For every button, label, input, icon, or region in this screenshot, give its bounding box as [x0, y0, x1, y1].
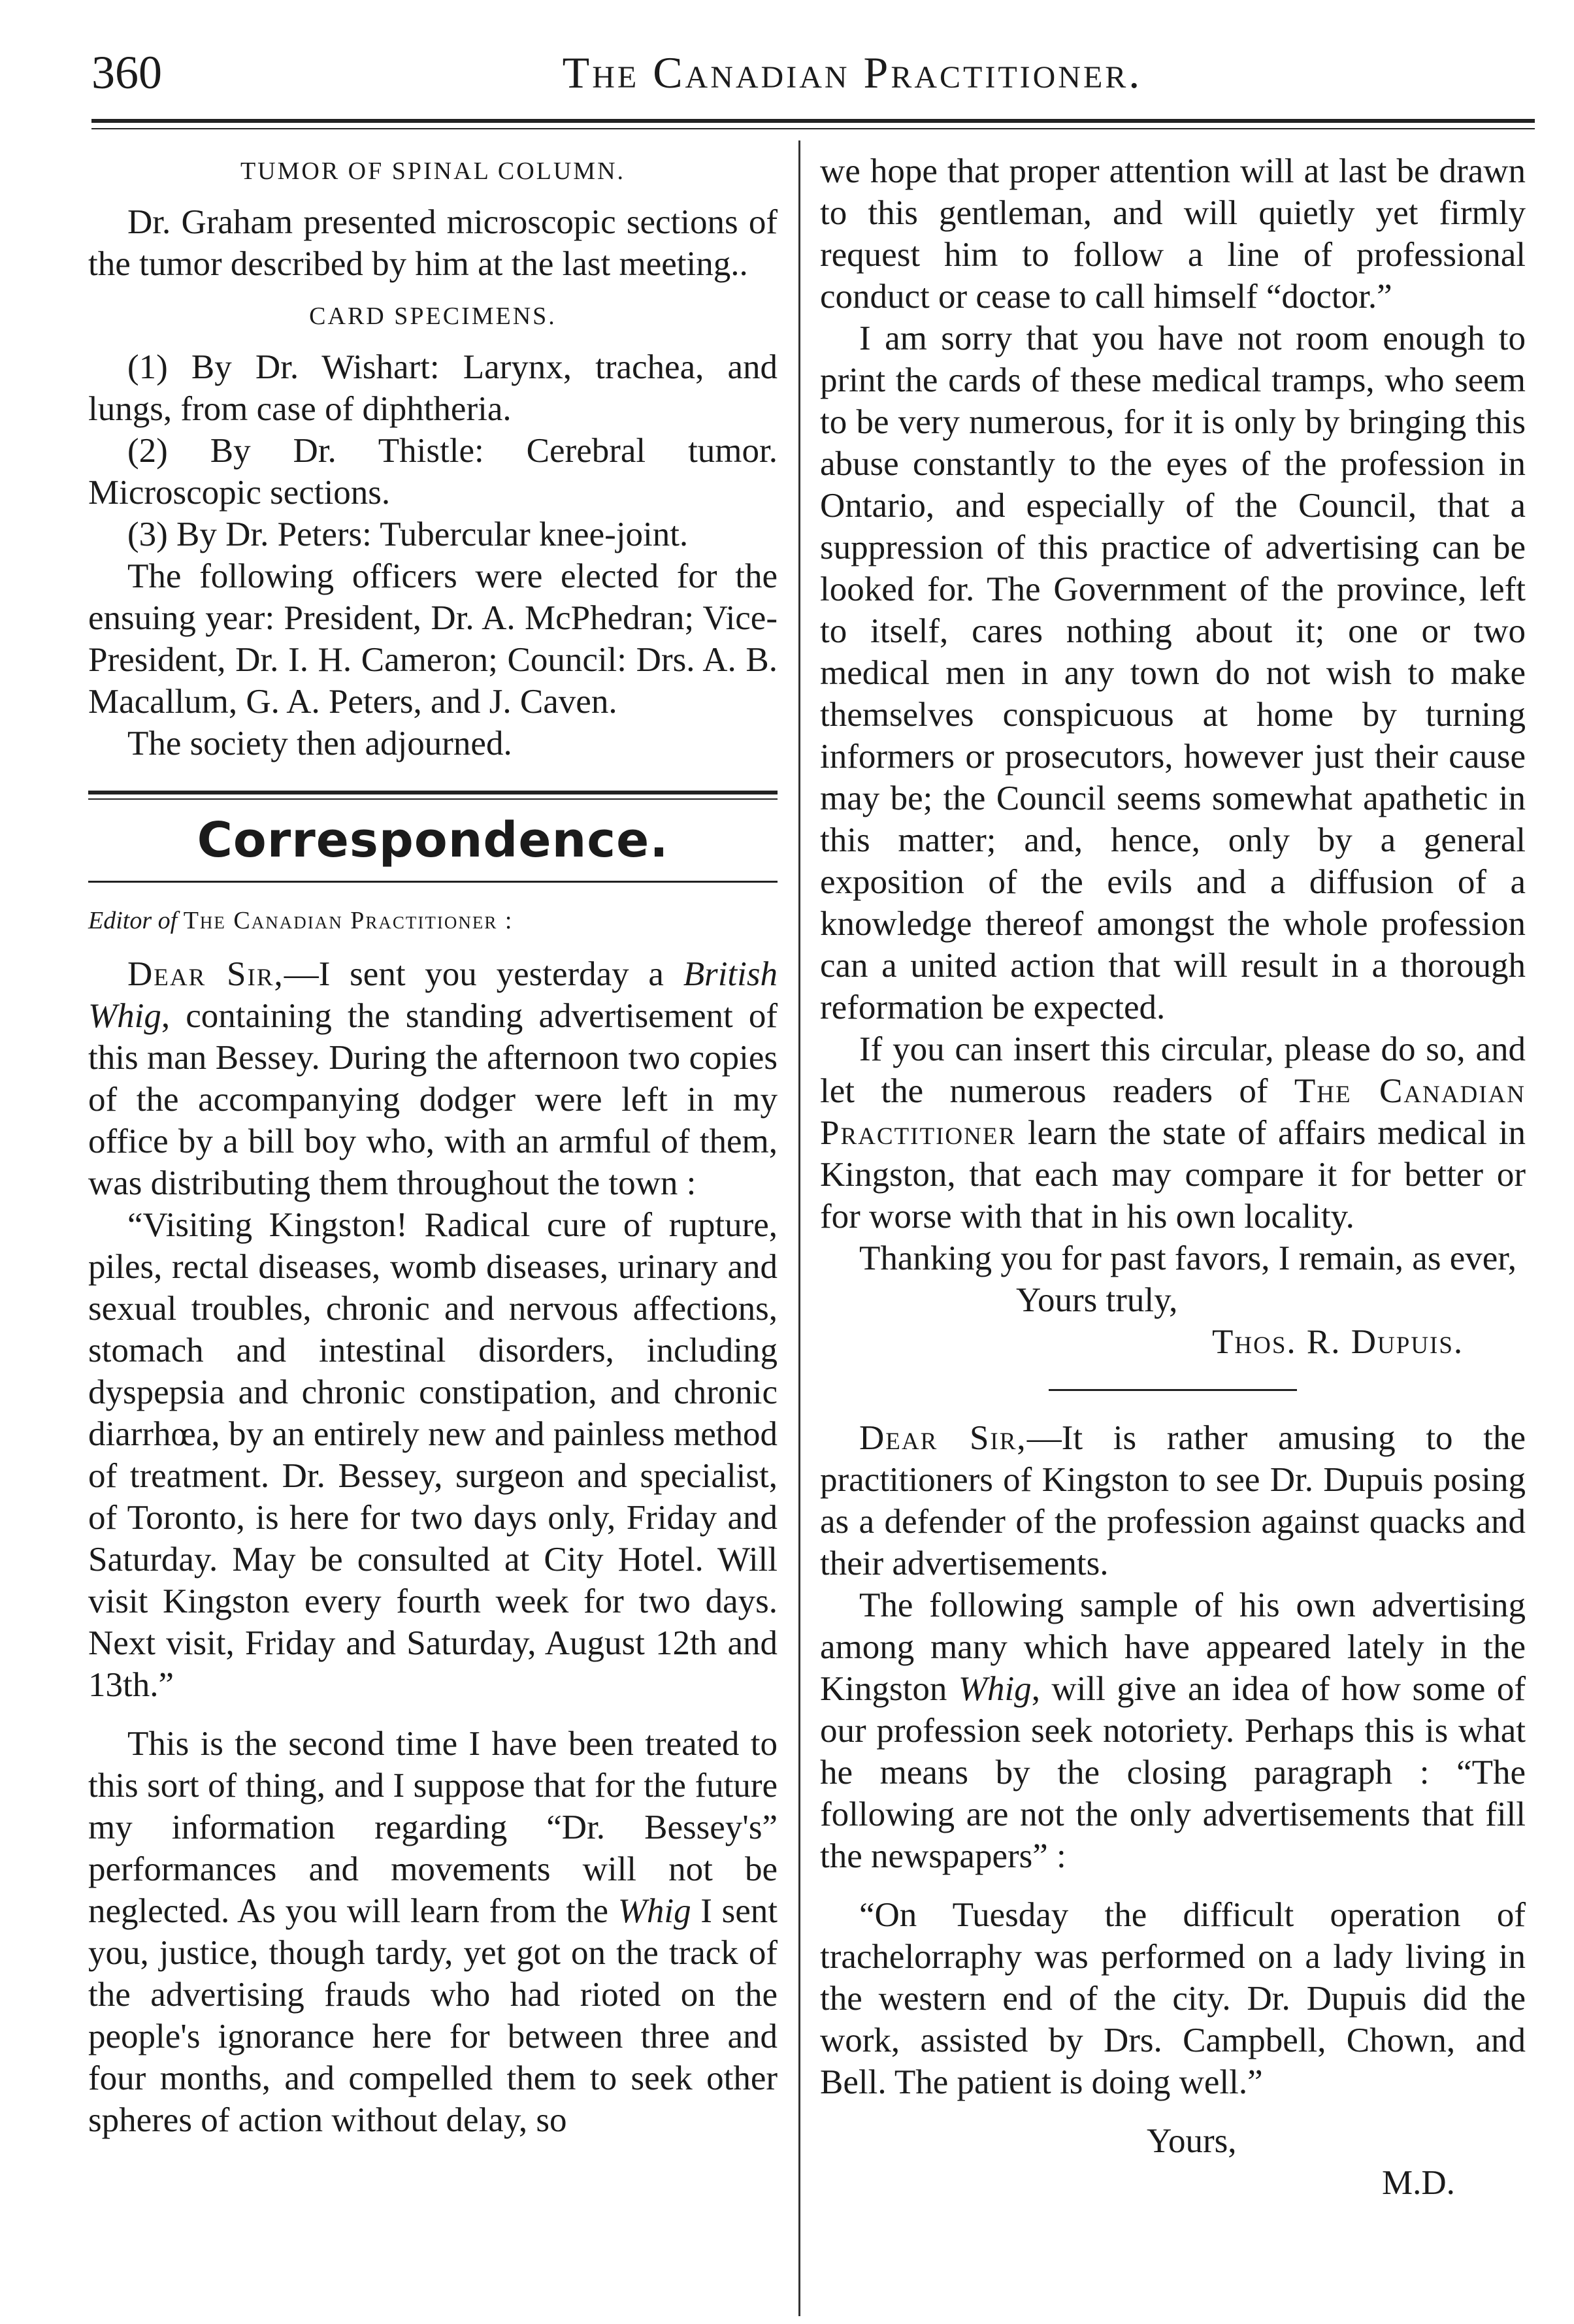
- letter-p1-text-a: —I sent you yesterday a: [284, 955, 683, 993]
- editor-line: [88, 900, 778, 941]
- sorry-paragraph: I am sorry that you have not room enough to print the cards of these medical tramps, who seem to be very numerous, for it is only by bringing this abuse constantly to the eyes of the profession in Ontario, and especially of the Council, that a suppression of this practice of advertising can be looked for. The Government of the province, left to itself, cares nothing about it; one or two medical men in any town do not wish to make themselves conspicuous at home by turning informers or prosecutors, however just their cause may be; the Council seems somewhat apathetic in this matter; and, hence, only by a general exposition of the evils and a diffusion of a knowledge thereof amongst the whole profession can a united action that will result in a thorough reformation be expected.: [820, 319, 1526, 1026]
- letter-p2-text-b: I sent you, justice, though tardy, yet got on the track of the advertising frauds who had rioted on the people's ignorance here for between three and four months, and compelled them to seek other spheres of action without delay, so: [88, 1892, 778, 2139]
- letter-paragraph-2: [88, 1723, 778, 2141]
- card-item-3: (3) By Dr. Peters: Tubercular knee-joint.: [127, 516, 689, 553]
- reply-salutation: Dear Sir,: [859, 1419, 1027, 1457]
- closing-yours-truly: Yours truly,: [1016, 1281, 1178, 1319]
- continued-paragraph: we hope that proper attention will at last be drawn to this gentleman, and will quietly yet firmly request him to follow a line of professional conduct or cease to call himself “doctor.”: [820, 152, 1526, 316]
- card-item-2: (2) By Dr. Thistle: Cerebral tumor. Microscopic sections.: [88, 432, 778, 512]
- letter-p1-text-b: , containing the standing advertisement of this man Bessey. During the afternoon two copies of the accompanying dodger were left in my office by a bill boy who, with an armful of them, was distributing them throughout the town :: [88, 997, 778, 1202]
- letter-separator-rule: [1049, 1389, 1297, 1391]
- reply-quote: “On Tuesday the difficult operation of trachelorraphy was performed on a lady living in the western end of the city. Dr. Dupuis did the work, assisted by Drs. Campbell, Chown, and Bell. The patient is doing well.”: [820, 1896, 1526, 2101]
- letter-p2-text-a: This is the second time I have been treated to this sort of thing, and I suppose that for the future my information regarding “Dr. Bessey's” performances and movements will not be neglected. As you will learn from the: [88, 1725, 778, 1930]
- insert-text-a: If you can insert this circular, please do so, and let the numerous readers of: [820, 1030, 1526, 1110]
- insert-paragraph: [820, 1028, 1526, 1237]
- quoted-dodger: “Visiting Kingston! Radical cure of rupture, piles, rectal diseases, womb diseases, urinary and sexual troubles, chronic and nervous affections, stomach and intestinal disorders, including dyspepsia and chronic constipation, and chronic diarrhœa, by an entirely new and painless method of treatment. Dr. Bessey, surgeon and specialist, of Toronto, is here for two days only, Friday and Saturday. May be consulted at City Hotel. Will visit Kingston every fourth week for two days. Next visit, Friday and Saturday, August 12th and 13th.”: [88, 1206, 778, 1704]
- heading-rule: [88, 881, 778, 883]
- correspondence-heading: Correspondence.: [197, 812, 669, 868]
- card-specimens-heading: CARD SPECIMENS.: [309, 303, 557, 330]
- reply-p2-text-b: , will give an idea of how some of our profession seek notoriety. Perhaps this is what he means by the closing paragraph : “The following are not the only advertisements that fill the newspapers” :: [820, 1670, 1526, 1875]
- reply-paragraph-2: [820, 1584, 1526, 1877]
- signature-md: M.D.: [1382, 2164, 1455, 2202]
- closing-yours: Yours,: [1147, 2122, 1237, 2160]
- running-header: [91, 39, 1535, 111]
- column-divider: [798, 140, 800, 2316]
- journal-name: The Canadian Practitioner: [820, 1072, 1526, 1152]
- adjourned-paragraph: The society then adjourned.: [127, 725, 512, 762]
- reply-p2-text-a: The following sample of his own advertising among many which have appeared lately in the Kingston: [820, 1586, 1526, 1708]
- thanking-paragraph: Thanking you for past favors, I remain, as ever,: [859, 1239, 1517, 1277]
- section-rule: [88, 791, 778, 800]
- editor-journal: The Canadian Practitioner :: [183, 907, 514, 934]
- card-item-1: (1) By Dr. Wishart: Larynx, trachea, and lungs, from case of diphtheria.: [88, 348, 778, 428]
- editor-prefix: Editor of: [88, 907, 178, 934]
- newspaper-title: Whig: [958, 1670, 1032, 1708]
- letter-salutation: Dear Sir,: [127, 955, 284, 993]
- journal-title: The Canadian Practitioner.: [562, 48, 1143, 97]
- newspaper-title: Whig: [617, 1892, 691, 1930]
- header-rule: [91, 119, 1535, 129]
- signature-dupuis: Thos. R. Dupuis.: [1212, 1323, 1464, 1361]
- left-column: [88, 150, 778, 2141]
- letter-paragraph-1: [88, 953, 778, 1204]
- officers-paragraph: The following officers were elected for the ensuing year: President, Dr. A. McPhedran; Vice-President, Dr. I. H. Cameron; Council: Drs. A. B. Macallum, G. A. Peters, and J. Caven.: [88, 557, 778, 721]
- insert-text-b: learn the state of affairs medical in Kingston, that each may compare it for better or for worse with that in his own locality.: [820, 1114, 1526, 1236]
- reply-p1-text: —It is rather amusing to the practitioners of Kingston to see Dr. Dupuis posing as a defender of the profession against quacks and their advertisements.: [820, 1419, 1526, 1582]
- tumor-heading: TUMOR OF SPINAL COLUMN.: [240, 157, 626, 185]
- right-column: [820, 150, 1526, 2204]
- page-number: 360: [91, 46, 162, 99]
- tumor-paragraph: Dr. Graham presented microscopic sections of the tumor described by him at the last meeting..: [88, 203, 778, 283]
- reply-paragraph-1: [820, 1417, 1526, 1584]
- newspaper-title: British Whig: [88, 955, 778, 1035]
